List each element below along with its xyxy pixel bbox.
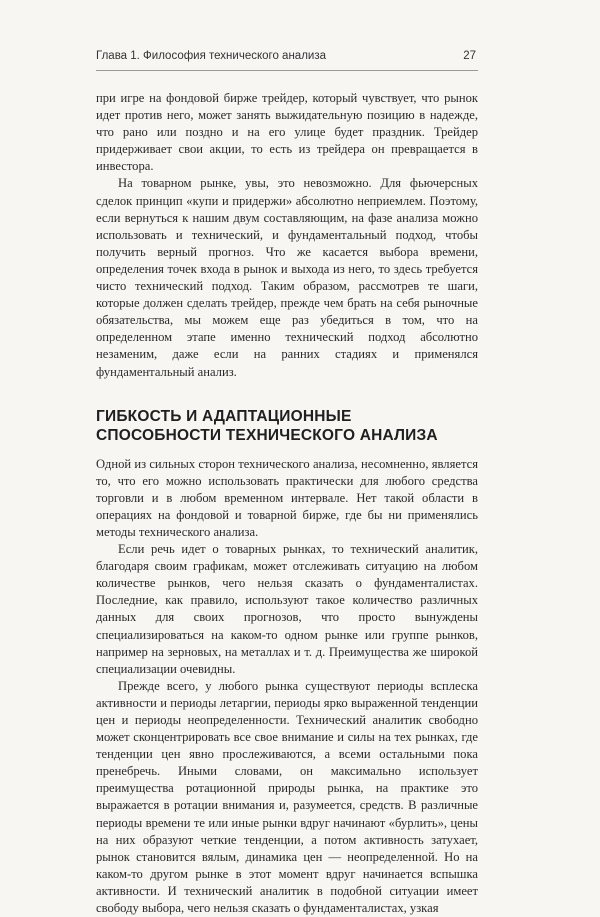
chapter-title: Глава 1. Философия технического анализа [96, 50, 327, 62]
running-header [96, 50, 476, 62]
header-divider [96, 70, 478, 71]
body-text [96, 90, 478, 917]
page-number: 27 [463, 50, 476, 62]
paragraph: Одной из сильных сторон технического анализа, несомненно, является то, что его можно использовать практически для любого средства торговли и в любом временном интервале. Нет такой области в операциях на фондовой и товарной бирже, где бы ни применялись методы технического анализа. [96, 456, 478, 539]
paragraph: На товарном рынке, увы, это невозможно. Для фьючерсных сделок принцип «купи и придержи» абсолютно неприемлем. Поэтому, если вернуться к нашим двум составляющим, на фазе анализа можно использовать и технический, и фундаментальный подход, чтобы получить верный прогноз. Что же касается выбора времени, определения точек входа в рынок и выхода из него, то здесь требуется чисто технический подход. Таким образом, рассмотрев те шаги, которые должен сделать трейдер, прежде чем брать на себя рыночные обязательства, мы можем еще раз убедиться в том, что на определенном этапе именно технический подход абсолютно незаменим, даже если на ранних стадиях и применялся фундаментальный анализ. [96, 176, 478, 379]
section-heading: ГИБКОСТЬ И АДАПТАЦИОННЫЕ СПОСОБНОСТИ ТЕХНИЧЕСКОГО АНАЛИЗА [96, 407, 438, 444]
paragraph: Прежде всего, у любого рынка существуют периоды всплеска активности и периоды летаргии, периоды ярко выраженной тенденции цен и периоды неопределенности. Технический аналитик свободно может сконцентрировать все свое внимание и силы на тех рынках, где тенденции цен явно прослеживаются, а всеми остальными пока пренебречь. Иными словами, он максимально использует преимущества ротационной природы рынка, на практике это выражается в ротации внимания и, разумеется, средств. В различные периоды времени те или иные рынки вдруг начинают «бурлить», цены на них образуют четкие тенденции, а потом активность затухает, рынок становится вялым, динамика цен — неопределенной. Но на каком-то другом рынке в этот момент вдруг начинается вспышка активности. И технический аналитик в подобной ситуации имеет свободу выбора, чего нельзя сказать о фундаменталистах, узкая [96, 678, 478, 916]
paragraph: Если речь идет о товарных рынках, то технический аналитик, благодаря своим графикам, может отслеживать ситуацию на любом количестве рынков, чего нельзя сказать о фундаменталистах. Последние, как правило, используют такое количество различных данных для своих прогнозов, что просто вынуждены специализироваться на каком-то одном рынке или группе рынков, например на зерновых, на металлах и т. д. Преимущества же широкой специализации очевидны. [96, 542, 478, 676]
paragraph: при игре на фондовой бирже трейдер, который чувствует, что рынок идет против него, может занять выжидательную позицию в надежде, что рано или поздно и на его улице будет праздник. Трейдер придерживает свои акции, то есть из трейдера он превращается в инвестора. [96, 91, 478, 174]
